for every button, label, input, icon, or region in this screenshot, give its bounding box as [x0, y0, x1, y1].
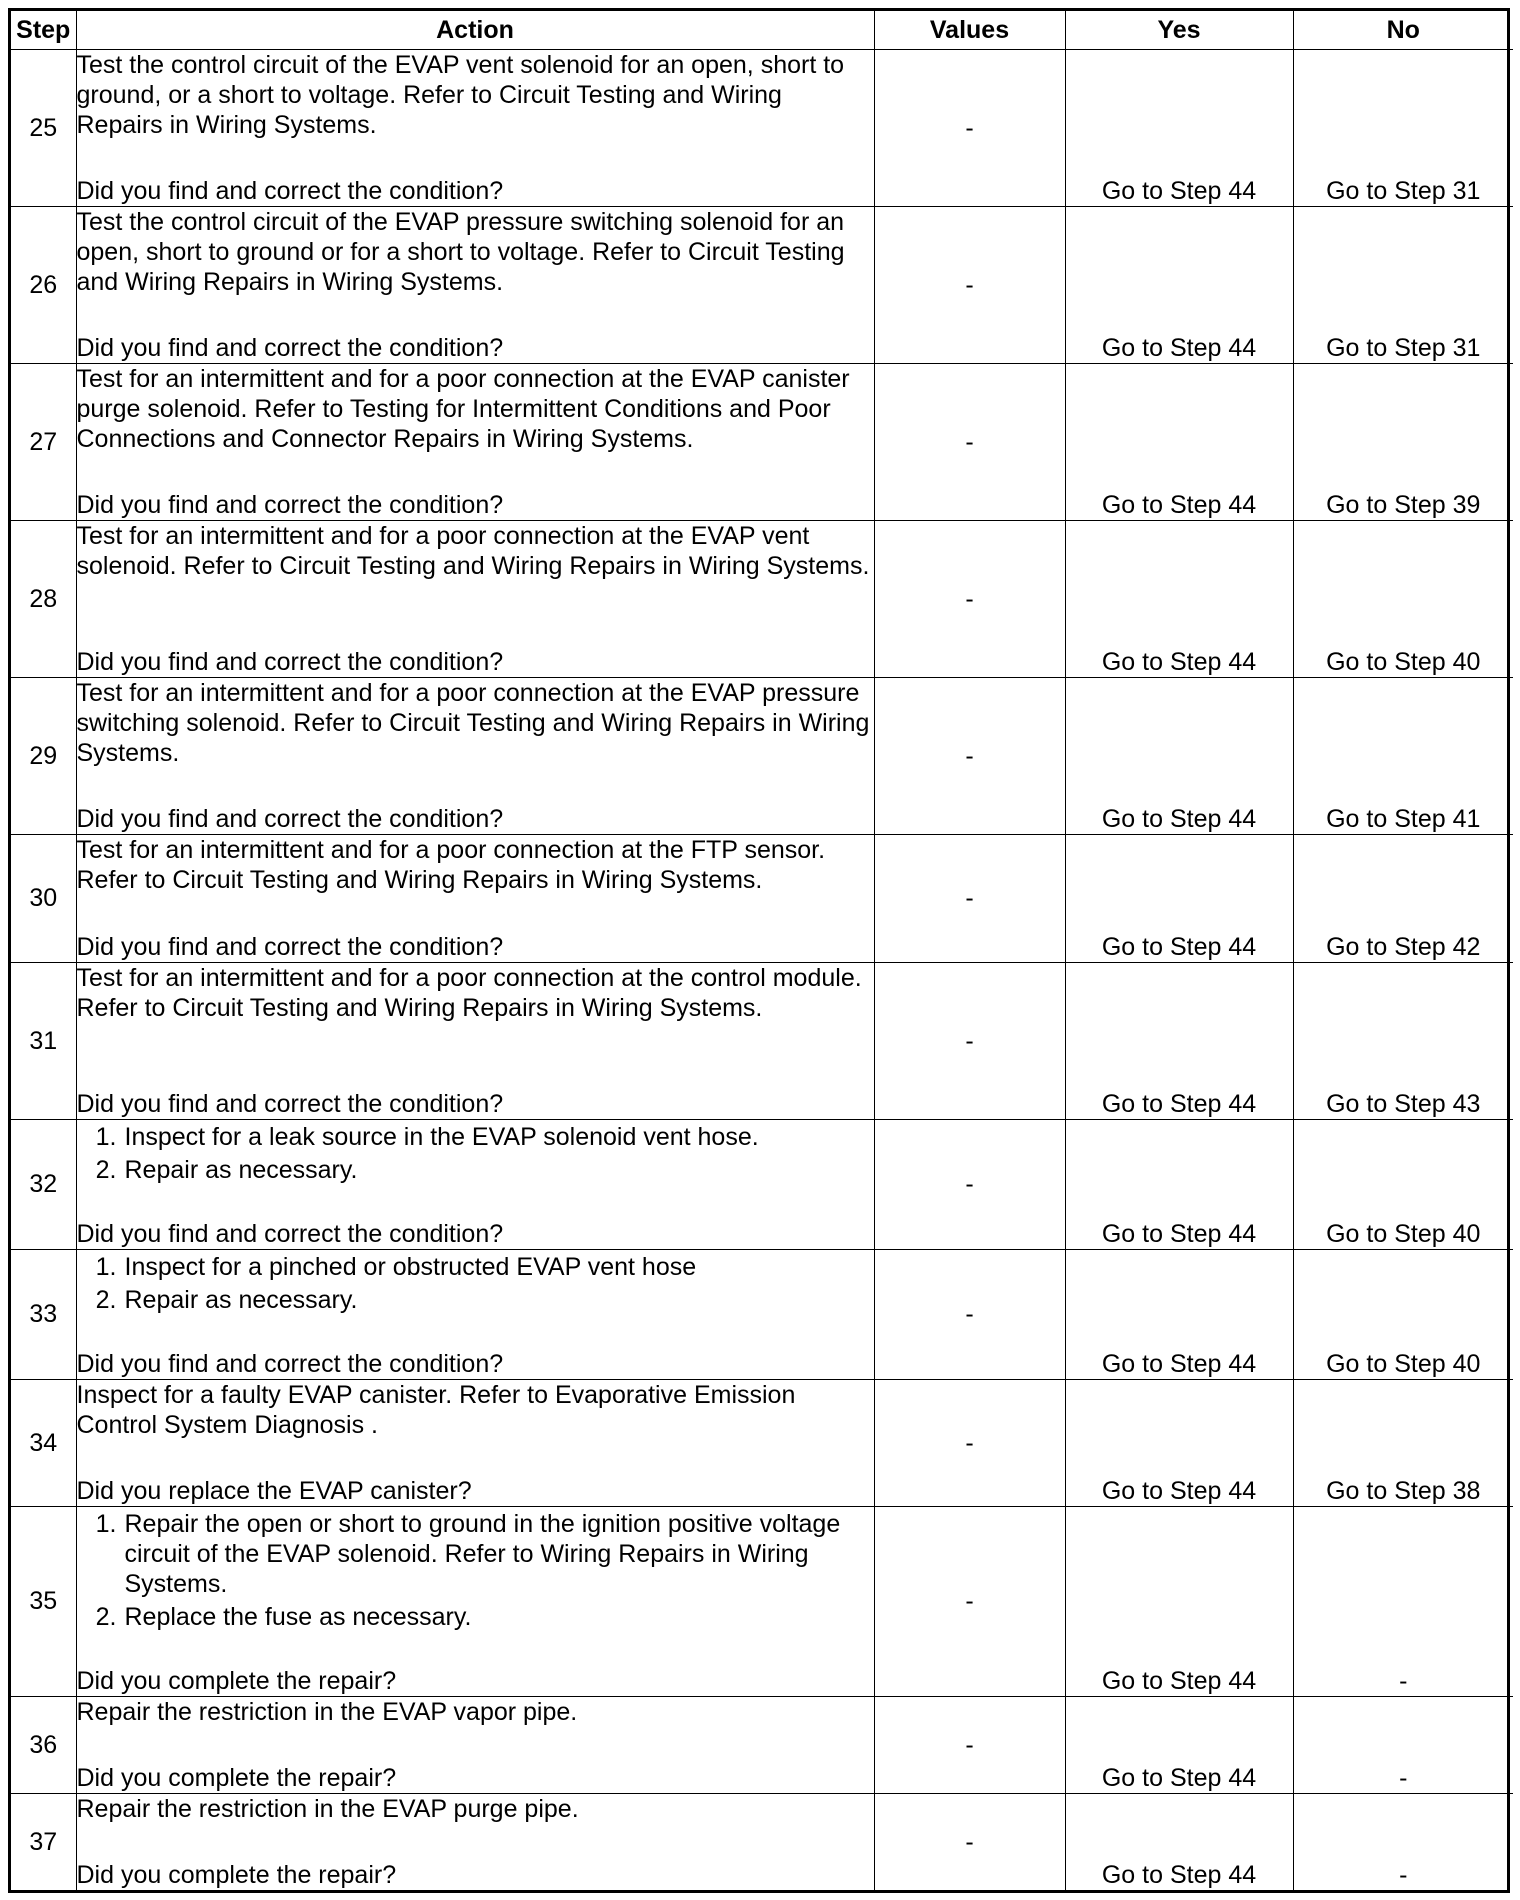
- table-row: [11, 1793, 1513, 1890]
- action-body: [77, 1507, 874, 1635]
- values-cell: -: [874, 1793, 1065, 1890]
- table-row: [11, 1379, 1513, 1506]
- table-body: [11, 49, 1513, 1890]
- list-item: [77, 1122, 874, 1152]
- table-row: [11, 49, 1513, 206]
- no-result: Go to Step 39: [1293, 363, 1513, 520]
- action-text: Test for an intermittent and for a poor connection at the EVAP pressure switching solenoid. Refer to Circuit Testing and Wiring Repairs in Wiring Systems.: [76, 678, 870, 767]
- action-cell: [76, 1379, 874, 1506]
- action-cell: [76, 206, 874, 363]
- values-cell: -: [874, 206, 1065, 363]
- header-values: Values: [874, 11, 1065, 49]
- action-question: Did you find and correct the condition?: [76, 176, 504, 205]
- header-no: No: [1293, 11, 1513, 49]
- list-item-number: 1.: [95, 1122, 117, 1151]
- action-question: Did you complete the repair?: [76, 1666, 397, 1695]
- action-question: Did you find and correct the condition?: [76, 804, 504, 833]
- table-row: [11, 834, 1513, 962]
- list-item-number: 1.: [95, 1509, 117, 1538]
- action-content: [77, 1507, 874, 1696]
- step-number: 30: [11, 834, 76, 962]
- list-item-text: Repair as necessary.: [124, 1285, 358, 1314]
- no-result: Go to Step 42: [1293, 834, 1513, 962]
- action-question: Did you find and correct the condition?: [76, 1219, 504, 1248]
- list-item-number: 2.: [95, 1285, 117, 1314]
- no-result: Go to Step 31: [1293, 49, 1513, 206]
- step-number: 27: [11, 363, 76, 520]
- diagnostic-table-page: [8, 8, 1510, 1893]
- step-number: 37: [11, 1793, 76, 1890]
- step-number: 29: [11, 677, 76, 834]
- values-cell: -: [874, 1506, 1065, 1696]
- action-body: [77, 50, 874, 140]
- values-cell: -: [874, 363, 1065, 520]
- yes-result: Go to Step 44: [1065, 1696, 1293, 1793]
- no-result: Go to Step 41: [1293, 677, 1513, 834]
- list-item: [77, 1602, 874, 1632]
- yes-result: Go to Step 44: [1065, 520, 1293, 677]
- step-number: 31: [11, 962, 76, 1119]
- action-body: [77, 207, 874, 297]
- step-number: 36: [11, 1696, 76, 1793]
- values-cell: -: [874, 677, 1065, 834]
- no-result: Go to Step 38: [1293, 1379, 1513, 1506]
- table-row: [11, 206, 1513, 363]
- list-item-text: Inspect for a leak source in the EVAP solenoid vent hose.: [124, 1122, 759, 1151]
- action-content: [77, 678, 874, 834]
- action-text: Test for an intermittent and for a poor connection at the FTP sensor. Refer to Circuit Testing and Wiring Repairs in Wiring Systems.: [76, 835, 826, 894]
- no-result: Go to Step 43: [1293, 962, 1513, 1119]
- step-number: 32: [11, 1119, 76, 1249]
- list-item-text: Inspect for a pinched or obstructed EVAP vent hose: [124, 1252, 697, 1281]
- action-list: [77, 1509, 874, 1632]
- table-header-row: [11, 11, 1513, 49]
- values-cell: -: [874, 1696, 1065, 1793]
- action-text: Test for an intermittent and for a poor connection at the control module. Refer to Circuit Testing and Wiring Repairs in Wiring Systems.: [76, 963, 862, 1022]
- list-item: [77, 1509, 874, 1599]
- yes-result: Go to Step 44: [1065, 363, 1293, 520]
- list-item-text: Replace the fuse as necessary.: [124, 1602, 472, 1631]
- yes-result: Go to Step 44: [1065, 834, 1293, 962]
- yes-result: Go to Step 44: [1065, 1119, 1293, 1249]
- action-content: [77, 1120, 874, 1249]
- list-item-number: 1.: [95, 1252, 117, 1281]
- action-body: [77, 963, 874, 1023]
- no-result: -: [1293, 1793, 1513, 1890]
- header-action: Action: [76, 11, 874, 49]
- no-result: -: [1293, 1696, 1513, 1793]
- table-row: [11, 1119, 1513, 1249]
- step-number: 25: [11, 49, 76, 206]
- step-number: 34: [11, 1379, 76, 1506]
- action-question: Did you complete the repair?: [76, 1763, 397, 1792]
- action-body: [77, 835, 874, 895]
- step-number: 28: [11, 520, 76, 677]
- diagnostic-steps-table: [11, 11, 1513, 1890]
- no-result: Go to Step 40: [1293, 1119, 1513, 1249]
- yes-result: Go to Step 44: [1065, 1506, 1293, 1696]
- action-body: [77, 1794, 874, 1824]
- yes-result: Go to Step 44: [1065, 1249, 1293, 1379]
- table-row: [11, 1249, 1513, 1379]
- values-cell: -: [874, 834, 1065, 962]
- action-question: Did you find and correct the condition?: [76, 932, 504, 961]
- list-item: [77, 1252, 874, 1282]
- action-body: [77, 521, 874, 581]
- no-result: Go to Step 40: [1293, 520, 1513, 677]
- table-row: [11, 1696, 1513, 1793]
- action-cell: [76, 520, 874, 677]
- action-body: [77, 1697, 874, 1727]
- yes-result: Go to Step 44: [1065, 1793, 1293, 1890]
- action-body: [77, 364, 874, 454]
- action-text: Test for an intermittent and for a poor connection at the EVAP canister purge solenoid. Refer to Testing for Intermittent Conditions and Poor Connections and Connector Repairs in Wiring Systems.: [76, 364, 850, 453]
- action-content: [77, 1794, 874, 1891]
- action-text: Test the control circuit of the EVAP vent solenoid for an open, short to ground, or a short to voltage. Refer to Circuit Testing and Wiring Repairs in Wiring Systems.: [76, 50, 845, 139]
- no-result: Go to Step 31: [1293, 206, 1513, 363]
- step-number: 26: [11, 206, 76, 363]
- action-cell: [76, 363, 874, 520]
- action-question: Did you find and correct the condition?: [76, 490, 504, 519]
- action-cell: [76, 49, 874, 206]
- action-content: [77, 521, 874, 677]
- table-row: [11, 520, 1513, 677]
- action-body: [77, 1380, 874, 1440]
- action-question: Did you replace the EVAP canister?: [76, 1476, 472, 1505]
- action-content: [77, 364, 874, 520]
- step-number: 35: [11, 1506, 76, 1696]
- yes-result: Go to Step 44: [1065, 677, 1293, 834]
- action-cell: [76, 1119, 874, 1249]
- list-item-text: Repair as necessary.: [124, 1155, 358, 1184]
- action-question: Did you find and correct the condition?: [76, 1349, 504, 1378]
- action-content: [77, 1250, 874, 1379]
- values-cell: -: [874, 1119, 1065, 1249]
- action-body: [77, 1120, 874, 1188]
- action-content: [77, 1697, 874, 1793]
- action-cell: [76, 1793, 874, 1890]
- list-item-text: Repair the open or short to ground in the ignition positive voltage circuit of the EVAP solenoid. Refer to Wiring Repairs in Wiring Systems.: [124, 1509, 841, 1598]
- list-item: [77, 1285, 874, 1315]
- action-body: [77, 678, 874, 768]
- action-text: Repair the restriction in the EVAP purge pipe.: [76, 1794, 579, 1823]
- values-cell: -: [874, 1379, 1065, 1506]
- action-text: Test for an intermittent and for a poor connection at the EVAP vent solenoid. Refer to Circuit Testing and Wiring Repairs in Wiring Systems.: [76, 521, 870, 580]
- list-item-number: 2.: [95, 1602, 117, 1631]
- action-question: Did you complete the repair?: [76, 1861, 397, 1889]
- action-question: Did you find and correct the condition?: [76, 647, 504, 676]
- values-cell: -: [874, 1249, 1065, 1379]
- action-text: Inspect for a faulty EVAP canister. Refer to Evaporative Emission Control System Diagnosis .: [76, 1380, 796, 1439]
- no-result: Go to Step 40: [1293, 1249, 1513, 1379]
- yes-result: Go to Step 44: [1065, 49, 1293, 206]
- action-question: Did you find and correct the condition?: [76, 1089, 504, 1118]
- action-list: [77, 1252, 874, 1315]
- action-cell: [76, 1249, 874, 1379]
- action-cell: [76, 1506, 874, 1696]
- action-content: [77, 207, 874, 363]
- action-content: [77, 50, 874, 206]
- action-content: [77, 1380, 874, 1506]
- values-cell: -: [874, 49, 1065, 206]
- list-item: [77, 1155, 874, 1185]
- yes-result: Go to Step 44: [1065, 962, 1293, 1119]
- yes-result: Go to Step 44: [1065, 206, 1293, 363]
- table-row: [11, 962, 1513, 1119]
- action-list: [77, 1122, 874, 1185]
- action-cell: [76, 677, 874, 834]
- action-body: [77, 1250, 874, 1318]
- values-cell: -: [874, 520, 1065, 677]
- values-cell: -: [874, 962, 1065, 1119]
- action-question: Did you find and correct the condition?: [76, 333, 504, 362]
- action-content: [77, 963, 874, 1119]
- action-content: [77, 835, 874, 962]
- action-cell: [76, 962, 874, 1119]
- header-step: Step: [11, 11, 76, 49]
- action-cell: [76, 834, 874, 962]
- action-text: Test the control circuit of the EVAP pressure switching solenoid for an open, short to ground or for a short to voltage. Refer to Circuit Testing and Wiring Repairs in Wiring Systems.: [76, 207, 845, 296]
- step-number: 33: [11, 1249, 76, 1379]
- no-result: -: [1293, 1506, 1513, 1696]
- action-text: Repair the restriction in the EVAP vapor pipe.: [76, 1697, 578, 1726]
- list-item-number: 2.: [95, 1155, 117, 1184]
- header-yes: Yes: [1065, 11, 1293, 49]
- table-row: [11, 363, 1513, 520]
- action-cell: [76, 1696, 874, 1793]
- table-row: [11, 677, 1513, 834]
- table-row: [11, 1506, 1513, 1696]
- yes-result: Go to Step 44: [1065, 1379, 1293, 1506]
